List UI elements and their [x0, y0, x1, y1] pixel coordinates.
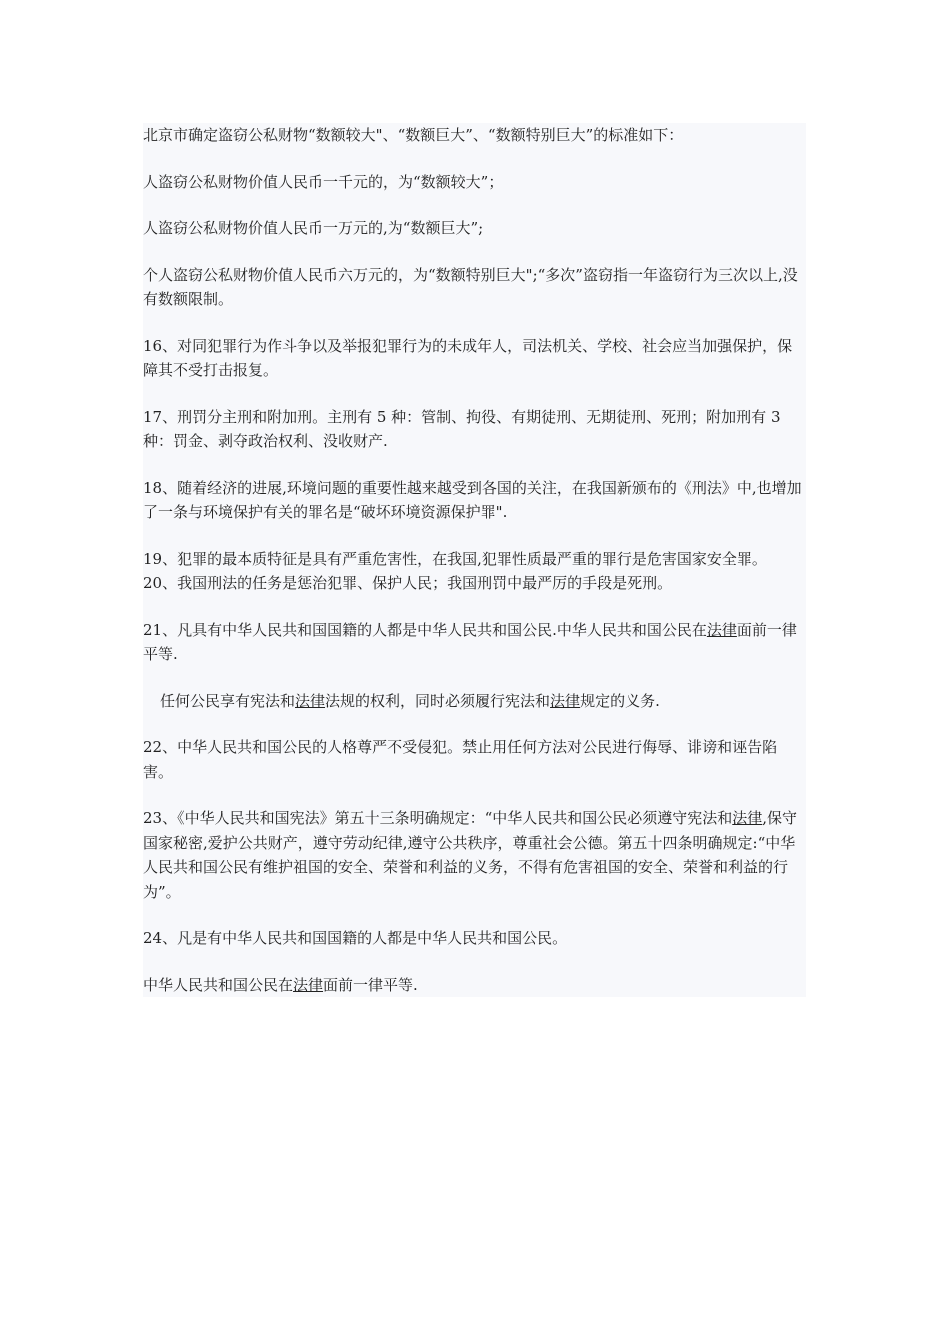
paragraph-item-22: 22、中华人民共和国公民的人格尊严不受侵犯。禁止用任何方法对公民进行侮辱、诽谤和诬告陷害。: [143, 738, 778, 781]
paragraph-item-16: 16、对同犯罪行为作斗争以及举报犯罪行为的未成年人，司法机关、学校、社会应当加强保护，保障其不受打击报复。: [143, 336, 793, 379]
paragraph-theft-large-amount: 人盗窃公私财物价值人民币一千元的，为“数额较大”；: [143, 172, 504, 191]
equality-text-before: 中华人民共和国公民在: [143, 975, 294, 994]
paragraph-item-17: 17、刑罚分主刑和附加刑。主刑有 5 种：管制、拘役、有期徒刑、无期徒刑、死刑；附加刑有 3 种：罚金、剥夺政治权利、没收财产.: [143, 407, 781, 450]
law-link[interactable]: 法律: [293, 975, 324, 994]
paragraph-item-20: 20、我国刑法的任务是惩治犯罪、保护人民；我国刑罚中最严厉的手段是死刑。: [143, 574, 673, 592]
paragraph-citizen-rights: [143, 689, 806, 714]
law-link[interactable]: 法律: [295, 691, 326, 710]
paragraph-theft-huge-amount: 人盗窃公私财物价值人民币一万元的,为“数额巨大”;: [143, 219, 484, 237]
citizen-rights-text-2: 法规的权利，同时必须履行宪法和: [325, 691, 551, 710]
law-link[interactable]: 法律: [732, 809, 763, 827]
paragraph-theft-standard-intro: 北京市确定盗窃公私财物“数额较大"、“数额巨大”、“数额特别巨大”的标准如下：: [143, 126, 684, 144]
paragraph-item-19: 19、犯罪的最本质特征是具有严重危害性，在我国,犯罪性质最严重的罪行是危害国家安全罪。: [143, 549, 767, 568]
law-link[interactable]: 法律: [550, 691, 581, 710]
paragraph-item-21: [143, 618, 806, 667]
equality-text-after: 面前一律平等.: [323, 975, 418, 994]
citizen-rights-text-1: 任何公民享有宪法和: [160, 691, 296, 710]
citizen-rights-text-3: 规定的义务.: [580, 691, 660, 710]
paragraph-item-24: 24、凡是有中华人民共和国国籍的人都是中华人民共和国公民。: [143, 929, 568, 947]
paragraph-item-21-text-before: 21、凡具有中华人民共和国国籍的人都是中华人民共和国公民.中华人民共和国公民在: [143, 620, 707, 639]
paragraph-item-21-text-after: 面前一律平等.: [143, 620, 797, 663]
paragraph-item-23-text-after: ,保守国家秘密,爱护公共财产，遵守劳动纪律,遵守公共秩序，尊重社会公德。第五十四条明确规定:“中华人民共和国公民有维护祖国的安全、荣誉和利益的义务，不得有危害祖国的安全、荣誉和利益的行为”。: [143, 809, 798, 901]
paragraph-item-23: [143, 806, 806, 904]
paragraph-theft-especially-huge: 个人盗窃公私财物价值人民币六万元的，为“数额特别巨大";“多次”盗窃指一年盗窃行为三次以上,没有数额限制。: [143, 265, 798, 308]
paragraph-equality: [143, 973, 806, 998]
law-link[interactable]: 法律: [706, 620, 737, 639]
paragraph-item-23-text-before: 23、《中华人民共和国宪法》第五十三条明确规定：“中华人民共和国公民必须遵守宪法和: [143, 809, 733, 827]
document-body: [143, 123, 806, 997]
paragraph-item-18: 18、随着经济的进展,环境问题的重要性越来越受到各国的关注，在我国新颁布的《刑法》中,也增加了一条与环境保护有关的罪名是“破坏环境资源保护罪".: [143, 478, 802, 521]
